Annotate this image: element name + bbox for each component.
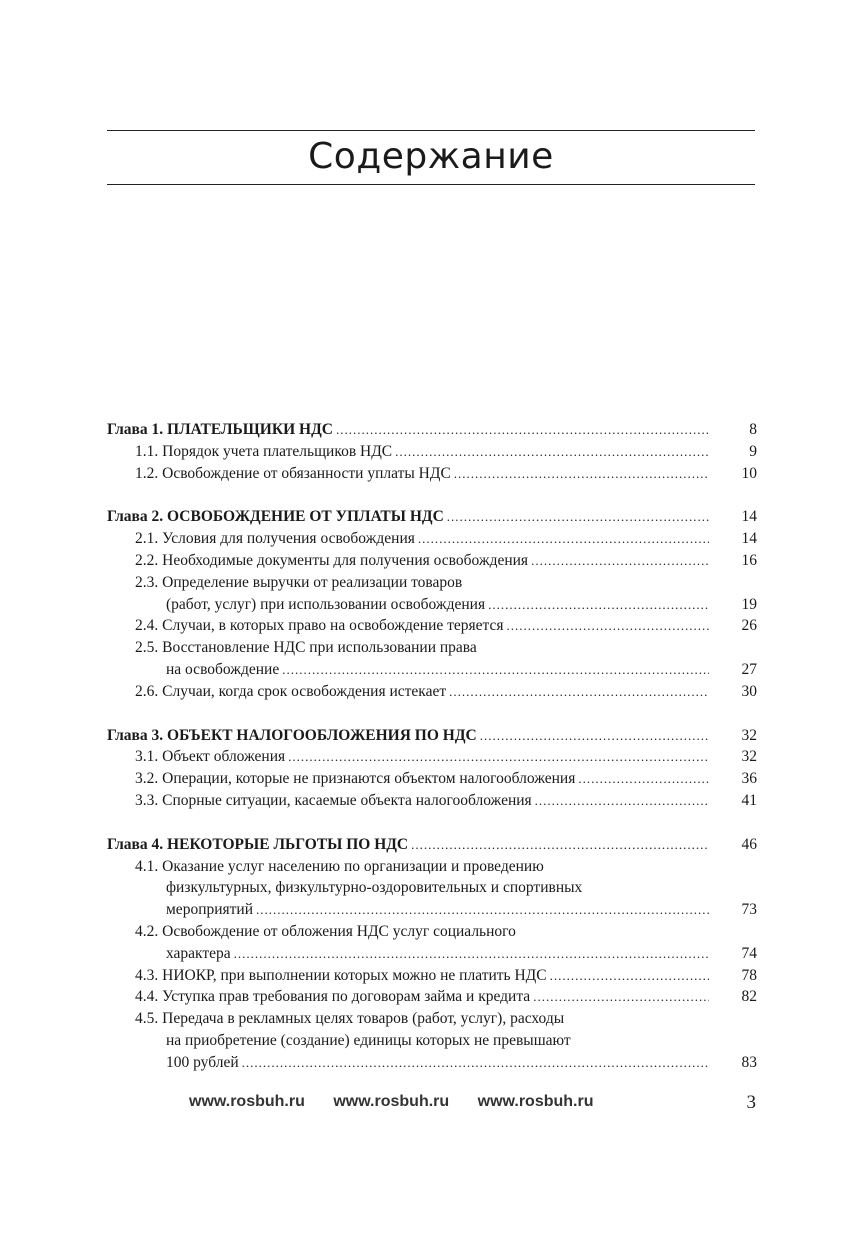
dot-leader — [418, 528, 709, 550]
page-ref: 36 — [741, 770, 757, 788]
toc-section[interactable] — [107, 856, 757, 878]
toc-section[interactable] — [107, 572, 757, 594]
title-bottom-rule — [107, 184, 755, 185]
toc-section[interactable] — [107, 463, 757, 485]
toc-section-text: 2.3. Определение выручки от реализации товаров — [135, 573, 463, 591]
toc-section[interactable] — [107, 637, 757, 659]
dot-leader — [488, 594, 709, 616]
toc-section-text: 2.4. Случаи, в которых право на освобождение теряется — [135, 617, 504, 635]
dot-leader — [336, 419, 709, 441]
dot-leader — [282, 659, 709, 681]
toc-section-continuation-text: на приобретение (создание) единицы которых не превышают — [166, 1031, 571, 1049]
page-ref: 16 — [741, 551, 757, 569]
toc-section-continuation-text: характера — [166, 944, 231, 962]
toc-chapter — [107, 725, 757, 812]
page-ref: 32 — [741, 748, 757, 766]
page-ref: 46 — [741, 835, 757, 853]
page-number: 3 — [746, 1092, 756, 1113]
dot-leader — [535, 790, 709, 812]
toc-section[interactable] — [107, 1008, 757, 1030]
page-ref: 32 — [741, 726, 757, 744]
dot-leader — [234, 943, 709, 965]
dot-leader — [531, 550, 709, 572]
toc-section-continuation-text: мероприятий — [166, 901, 254, 919]
toc-section[interactable] — [107, 965, 757, 987]
dot-leader — [411, 834, 709, 856]
toc-section-text: 2.2. Необходимые документы для получения освобождения — [135, 551, 529, 569]
dot-leader — [454, 463, 709, 485]
dot-leader — [578, 768, 709, 790]
dot-leader — [447, 506, 709, 528]
toc-chapter-title-text: Глава 3. ОБЪЕКТ НАЛОГООБЛОЖЕНИЯ ПО НДС — [107, 726, 477, 744]
footer-link[interactable]: www.rosbuh.ru — [333, 1093, 450, 1110]
toc-section-continuation[interactable] — [107, 659, 757, 681]
toc-section[interactable] — [107, 681, 757, 703]
toc-chapter-title-text: Глава 4. НЕКОТОРЫЕ ЛЬГОТЫ ПО НДС — [107, 835, 409, 853]
toc-section[interactable] — [107, 441, 757, 463]
dot-leader — [480, 725, 709, 747]
toc-section-text: 3.2. Операции, которые не признаются объектом налогообложения — [135, 770, 576, 788]
toc-section-continuation-text: физкультурных, физкультурно-оздоровительных и спортивных — [166, 879, 583, 897]
toc-section-text: 4.5. Передача в рекламных целях товаров (работ, услуг), расходы — [135, 1010, 565, 1028]
toc-section-continuation[interactable] — [107, 943, 757, 965]
table-of-contents — [107, 419, 757, 1096]
toc-section-continuation-text: (работ, услуг) при использовании освобождения — [166, 595, 486, 613]
toc-section-text: 2.1. Условия для получения освобождения — [135, 530, 415, 548]
page-ref: 14 — [741, 530, 757, 548]
toc-section[interactable] — [107, 921, 757, 943]
footer-links — [189, 1093, 617, 1111]
toc-chapter-title-text: Глава 1. ПЛАТЕЛЬЩИКИ НДС — [107, 421, 333, 438]
toc-section-text: 3.3. Спорные ситуации, касаемые объекта налогообложения — [135, 791, 532, 809]
footer-link[interactable]: www.rosbuh.ru — [189, 1093, 305, 1110]
toc-chapter — [107, 419, 757, 484]
dot-leader — [288, 746, 709, 768]
page-ref: 10 — [741, 464, 757, 482]
toc-section-continuation-text: 100 рублей — [166, 1053, 239, 1071]
dot-leader — [533, 986, 709, 1008]
toc-section-text: 2.6. Случаи, когда срок освобождения истекает — [135, 682, 447, 700]
toc-section[interactable] — [107, 550, 757, 572]
page-ref: 41 — [741, 791, 757, 809]
page-ref: 78 — [741, 966, 757, 984]
dot-leader — [449, 681, 709, 703]
page-ref: 74 — [741, 944, 757, 962]
toc-section[interactable] — [107, 986, 757, 1008]
page-title: Содержание — [308, 136, 554, 177]
toc-section[interactable] — [107, 746, 757, 768]
toc-section-text: 4.2. Освобождение от обложения НДС услуг социального — [135, 922, 516, 940]
page-ref: 73 — [741, 901, 757, 919]
toc-chapter — [107, 834, 757, 1074]
toc-section-continuation[interactable] — [107, 1052, 757, 1074]
toc-section-continuation[interactable] — [107, 1030, 757, 1052]
toc-chapter — [107, 506, 757, 702]
dot-leader — [395, 441, 709, 463]
page-ref: 9 — [749, 442, 757, 460]
toc-section-text: 3.1. Объект обложения — [135, 748, 286, 766]
toc-section[interactable] — [107, 615, 757, 637]
dot-leader — [256, 899, 709, 921]
toc-section-continuation[interactable] — [107, 877, 757, 899]
toc-section-text: 4.4. Уступка прав требования по договорам займа и кредита — [135, 988, 531, 1006]
toc-section[interactable] — [107, 768, 757, 790]
dot-leader — [550, 965, 709, 987]
dot-leader — [242, 1052, 709, 1074]
toc-chapter-title[interactable] — [107, 506, 757, 528]
toc-section-continuation[interactable] — [107, 899, 757, 921]
toc-section-text: 1.1. Порядок учета плательщиков НДС — [135, 442, 393, 460]
toc-section-continuation-text: на освобождение — [166, 660, 280, 678]
toc-chapter-title[interactable] — [107, 834, 757, 856]
page-ref: 82 — [741, 988, 757, 1006]
toc-chapter-title[interactable] — [107, 419, 757, 441]
page-ref: 14 — [741, 508, 757, 526]
page-ref: 30 — [741, 682, 757, 700]
toc-section[interactable] — [107, 790, 757, 812]
toc-section-text: 2.5. Восстановление НДС при использовании права — [135, 639, 477, 657]
toc-chapter-title-text: Глава 2. ОСВОБОЖДЕНИЕ ОТ УПЛАТЫ НДС — [107, 508, 444, 526]
dot-leader — [507, 615, 709, 637]
page-ref: 26 — [741, 617, 757, 635]
page-ref: 8 — [749, 421, 757, 438]
toc-section[interactable] — [107, 528, 757, 550]
page-ref: 83 — [741, 1053, 757, 1071]
page-ref: 27 — [741, 660, 757, 678]
page-ref: 19 — [741, 595, 757, 613]
toc-section-text: 4.1. Оказание услуг населению по организации и проведению — [135, 857, 544, 875]
toc-section-text: 4.3. НИОКР, при выполнении которых можно не платить НДС — [135, 966, 547, 984]
footer-link[interactable]: www.rosbuh.ru — [477, 1093, 594, 1110]
toc-section-continuation[interactable] — [107, 594, 757, 616]
toc-chapter-title[interactable] — [107, 725, 757, 747]
toc-section-text: 1.2. Освобождение от обязанности уплаты НДС — [135, 464, 451, 482]
